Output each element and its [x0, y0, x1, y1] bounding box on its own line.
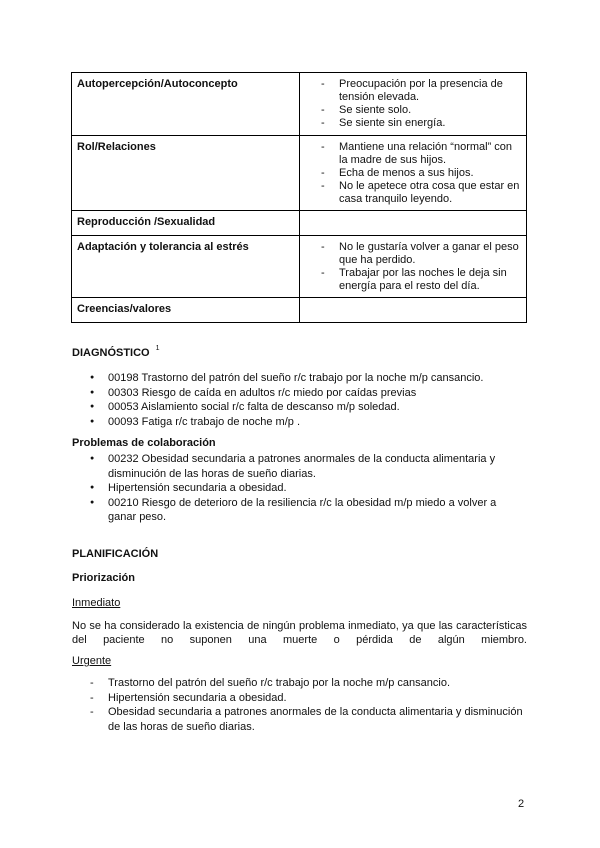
inmediato-paragraph: No se ha considerado la existencia de ningún problema inmediato, ya que las características del paciente no suponen una muerte o pérdida de algún miembro. [72, 620, 527, 646]
diagnostico-list [72, 371, 512, 429]
list-item: - Se siente sin energía. [305, 117, 521, 130]
table-row [72, 136, 527, 211]
list-item: - Hipertensión secundaria a obesidad. [72, 691, 528, 706]
row-content [300, 211, 527, 236]
table-row [72, 73, 527, 136]
list-item: ● 00210 Riesgo de deterioro de la resiliencia r/c la obesidad m/p miedo a volver a ganar peso. [72, 496, 512, 525]
row-label: Rol/Relaciones [72, 136, 300, 211]
inmediato-heading: Inmediato [72, 597, 121, 609]
problemas-heading: Problemas de colaboración [72, 437, 216, 449]
list-item: ● 00053 Aislamiento social r/c falta de descanso m/p soledad. [72, 400, 512, 415]
row-label: Creencias/valores [72, 298, 300, 323]
row-label: Adaptación y tolerancia al estrés [72, 236, 300, 298]
list-item: ● 00093 Fatiga r/c trabajo de noche m/p . [72, 415, 512, 430]
planificacion-heading: PLANIFICACIÓN [72, 548, 159, 560]
list-item: - Se siente solo. [305, 104, 521, 117]
row-label: Autopercepción/Autoconcepto [72, 73, 300, 136]
list-item: - Mantiene una relación “normal” con la madre de sus hijos. [305, 141, 521, 167]
row-content [300, 236, 527, 298]
list-item: - No le gustaría volver a ganar el peso que ha perdido. [305, 241, 521, 267]
patterns-table [71, 72, 527, 323]
list-item: - No le apetece otra cosa que estar en casa tranquilo leyendo. [305, 180, 521, 206]
footnote-ref: 1 [155, 345, 160, 352]
row-content [300, 136, 527, 211]
list-item: - Obesidad secundaria a patrones anormales de la conducta alimentaria y disminución de las horas de sueño diarias. [72, 705, 528, 734]
row-content [300, 73, 527, 136]
list-item: - Preocupación por la presencia de tensión elevada. [305, 78, 521, 104]
list-item: - Echa de menos a sus hijos. [305, 167, 521, 180]
table-row [72, 298, 527, 323]
list-item: ● Hipertensión secundaria a obesidad. [72, 481, 512, 496]
list-item: - Trastorno del patrón del sueño r/c trabajo por la noche m/p cansancio. [72, 676, 528, 691]
priorizacion-heading: Priorización [72, 572, 135, 584]
problemas-list [72, 452, 512, 525]
list-item: ● 00198 Trastorno del patrón del sueño r/c trabajo por la noche m/p cansancio. [72, 371, 512, 386]
row-label: Reproducción /Sexualidad [72, 211, 300, 236]
page-number: 2 [518, 798, 525, 810]
table-row [72, 236, 527, 298]
diagnostico-title: DIAGNÓSTICO [72, 347, 150, 359]
table-row [72, 211, 527, 236]
diagnostico-heading [72, 347, 160, 359]
urgente-heading: Urgente [72, 655, 112, 667]
row-content [300, 298, 527, 323]
list-item: ● 00232 Obesidad secundaria a patrones anormales de la conducta alimentaria y disminución de las horas de sueño diarias. [72, 452, 512, 481]
list-item: - Trabajar por las noches le deja sin energía para el resto del día. [305, 267, 521, 293]
list-item: ● 00303 Riesgo de caída en adultos r/c miedo por caídas previas [72, 386, 512, 401]
urgente-list [72, 676, 528, 734]
